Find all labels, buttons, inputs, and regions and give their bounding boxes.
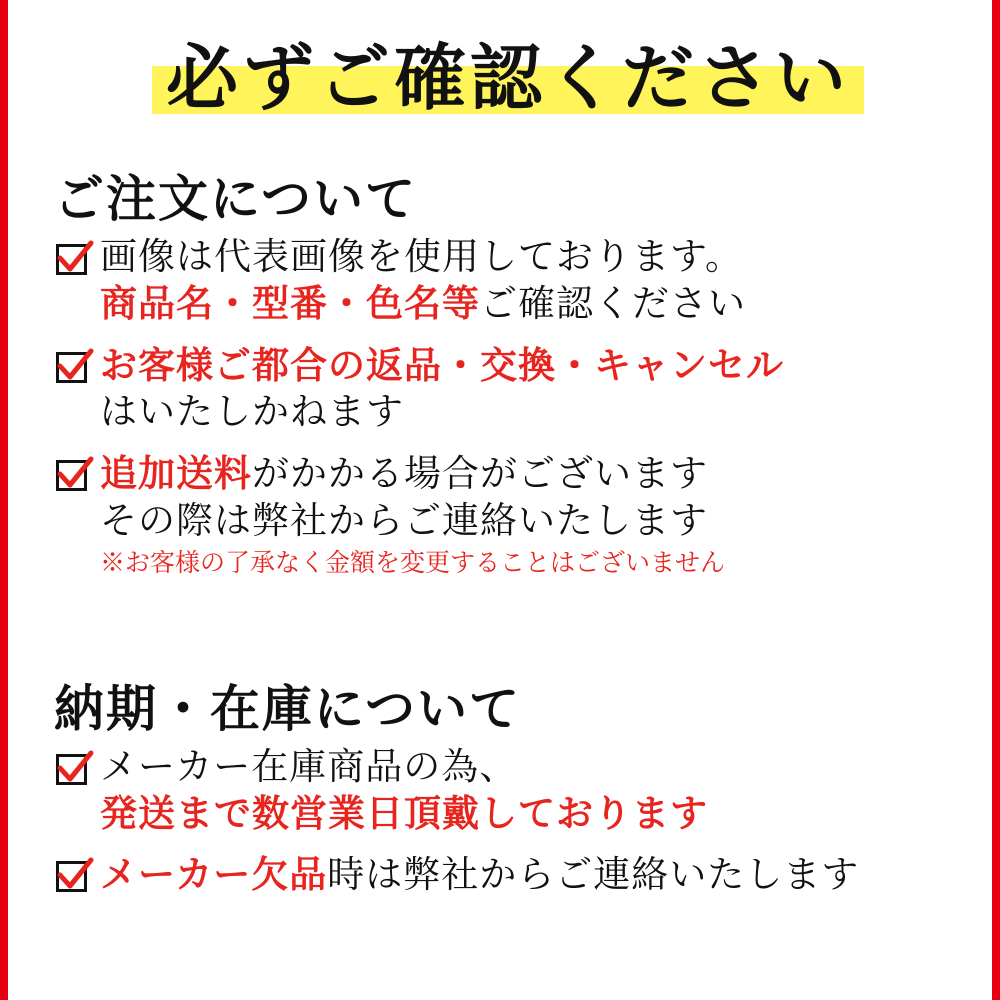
text-normal: ご確認ください — [480, 282, 746, 326]
list-item-text — [100, 744, 954, 838]
page-title — [8, 35, 1000, 120]
checkbox-checked-icon — [54, 348, 94, 388]
list-item-text — [100, 851, 954, 899]
section-delivery — [54, 680, 954, 913]
text-line: 発送まで数営業日頂戴しております — [100, 791, 708, 836]
text-line: メーカー在庫商品の為、 — [100, 744, 518, 788]
list-item-text — [100, 342, 954, 436]
section-order — [54, 170, 954, 594]
section-heading-delivery: 納期・在庫について — [54, 679, 521, 738]
text-line: 画像は代表画像を使用しております。 — [100, 234, 744, 278]
text-emphasis: 商品名・型番・色名等 — [100, 281, 480, 326]
list-item-text — [100, 450, 954, 579]
footnote: ※お客様の了承なく金額を変更することはございません — [100, 548, 726, 578]
checkbox-checked-icon — [54, 750, 94, 790]
list-item — [54, 450, 954, 579]
section-heading-order: ご注文について — [54, 169, 417, 228]
page-title-inner — [152, 35, 864, 120]
text-line — [100, 450, 954, 498]
text-normal: がかかる場合がございます — [252, 452, 708, 496]
text-line: はいたしかねます — [100, 390, 404, 434]
text-line — [100, 851, 954, 899]
page-title-text: 必ずご確認ください — [165, 35, 850, 120]
text-line — [100, 280, 954, 328]
checkbox-checked-icon — [54, 240, 94, 280]
list-item — [54, 234, 954, 329]
list-item-text — [100, 234, 954, 329]
text-line: お客様ご都合の返品・交換・キャンセル — [100, 343, 784, 388]
text-normal: 時は弊社からご連絡いたします — [327, 853, 860, 897]
text-emphasis: 追加送料 — [100, 451, 252, 496]
list-item — [54, 851, 954, 899]
text-line: その際は弊社からご連絡いたします — [100, 499, 708, 543]
text-emphasis: メーカー欠品 — [100, 852, 328, 897]
checkbox-checked-icon — [54, 857, 94, 897]
list-item — [54, 342, 954, 436]
list-item — [54, 744, 954, 838]
checkbox-checked-icon — [54, 456, 94, 496]
